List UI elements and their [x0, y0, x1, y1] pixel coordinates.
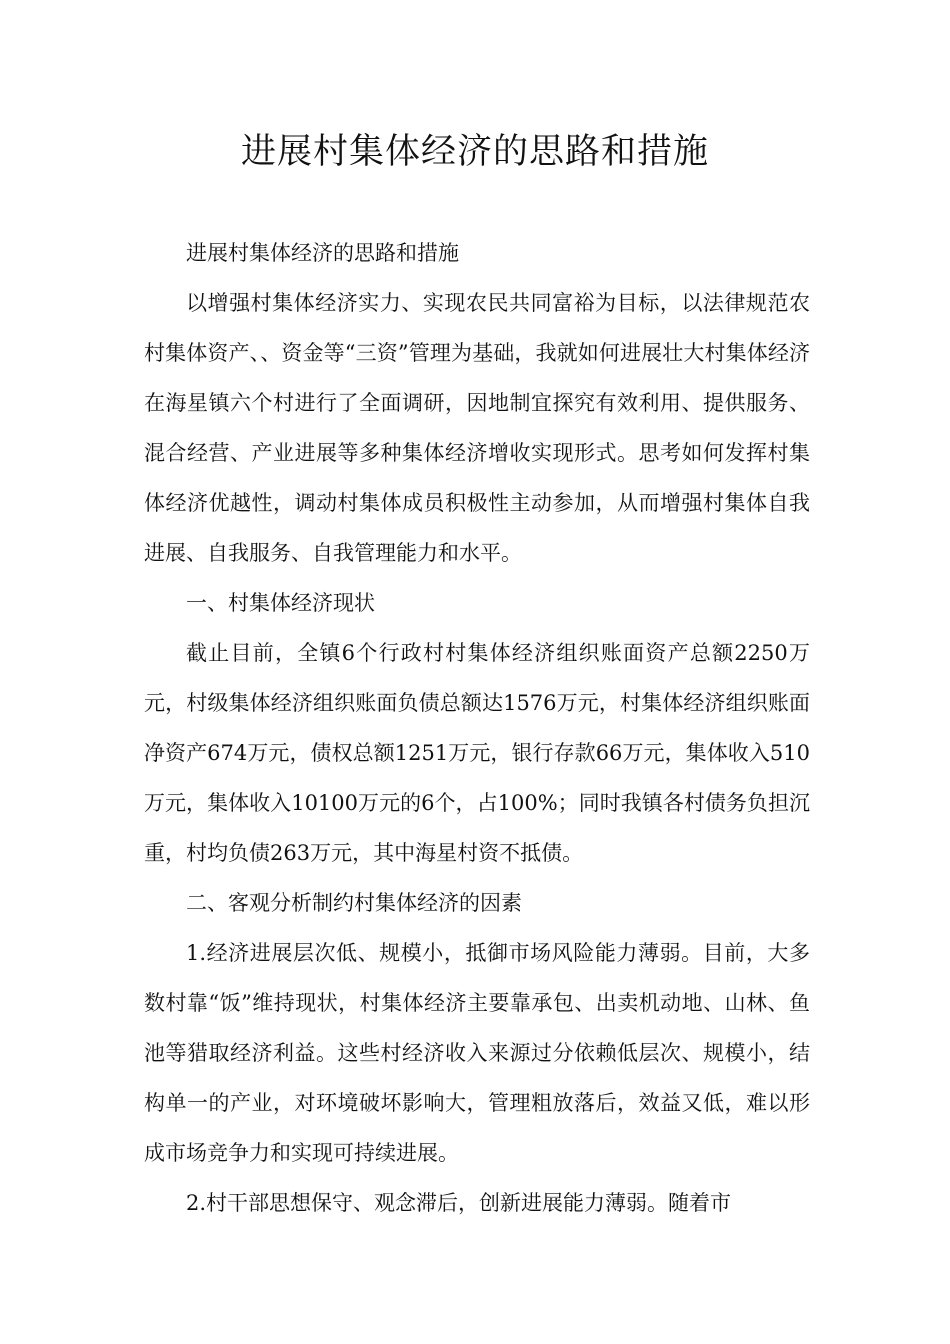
- factor-paragraph-2: 2.村干部思想保守、观念滞后，创新进展能力薄弱。随着市: [186, 1191, 732, 1215]
- intro-paragraph: 以增强村集体经济实力、实现农民共同富裕为目标，以法律规范农村集体资产、、资金等“三资”管理为基础，我就如何进展壮大村集体经济在海星镇六个村进行了全面调研，因地制宜探究有效利用、提供服务、混合经营、产业进展等多种集体经济增收实现形式。思考如何发挥村集体经济优越性，调动村集体成员积极性主动参加，从而增强村集体自我进展、自我服务、自我管理能力和水平。: [144, 291, 810, 565]
- document-body: [144, 228, 810, 1228]
- status-paragraph: 截止目前，全镇6个行政村村集体经济组织账面资产总额2250万元，村级集体经济组织账面负债总额达1576万元，村集体经济组织账面净资产674万元，债权总额1251万元，银行存款66万元，集体收入510万元，集体收入10100万元的6个，占100%；同时我镇各村债务负担沉重，村均负债263万元，其中海星村资不抵债。: [144, 641, 810, 865]
- subtitle-paragraph: 进展村集体经济的思路和措施: [186, 241, 459, 265]
- section-heading-1: 一、村集体经济现状: [186, 591, 375, 615]
- document-title: 进展村集体经济的思路和措施: [240, 132, 709, 172]
- section-heading-2: 二、客观分析制约村集体经济的因素: [186, 891, 522, 915]
- factor-paragraph-1: 1.经济进展层次低、规模小，抵御市场风险能力薄弱。目前，大多数村靠“饭”维持现状，村集体经济主要靠承包、出卖机动地、山林、鱼池等猎取经济利益。这些村经济收入来源过分依赖低层次、规模小，结构单一的产业，对环境破坏影响大，管理粗放落后，效益又低，难以形成市场竞争力和实现可持续进展。: [144, 941, 810, 1165]
